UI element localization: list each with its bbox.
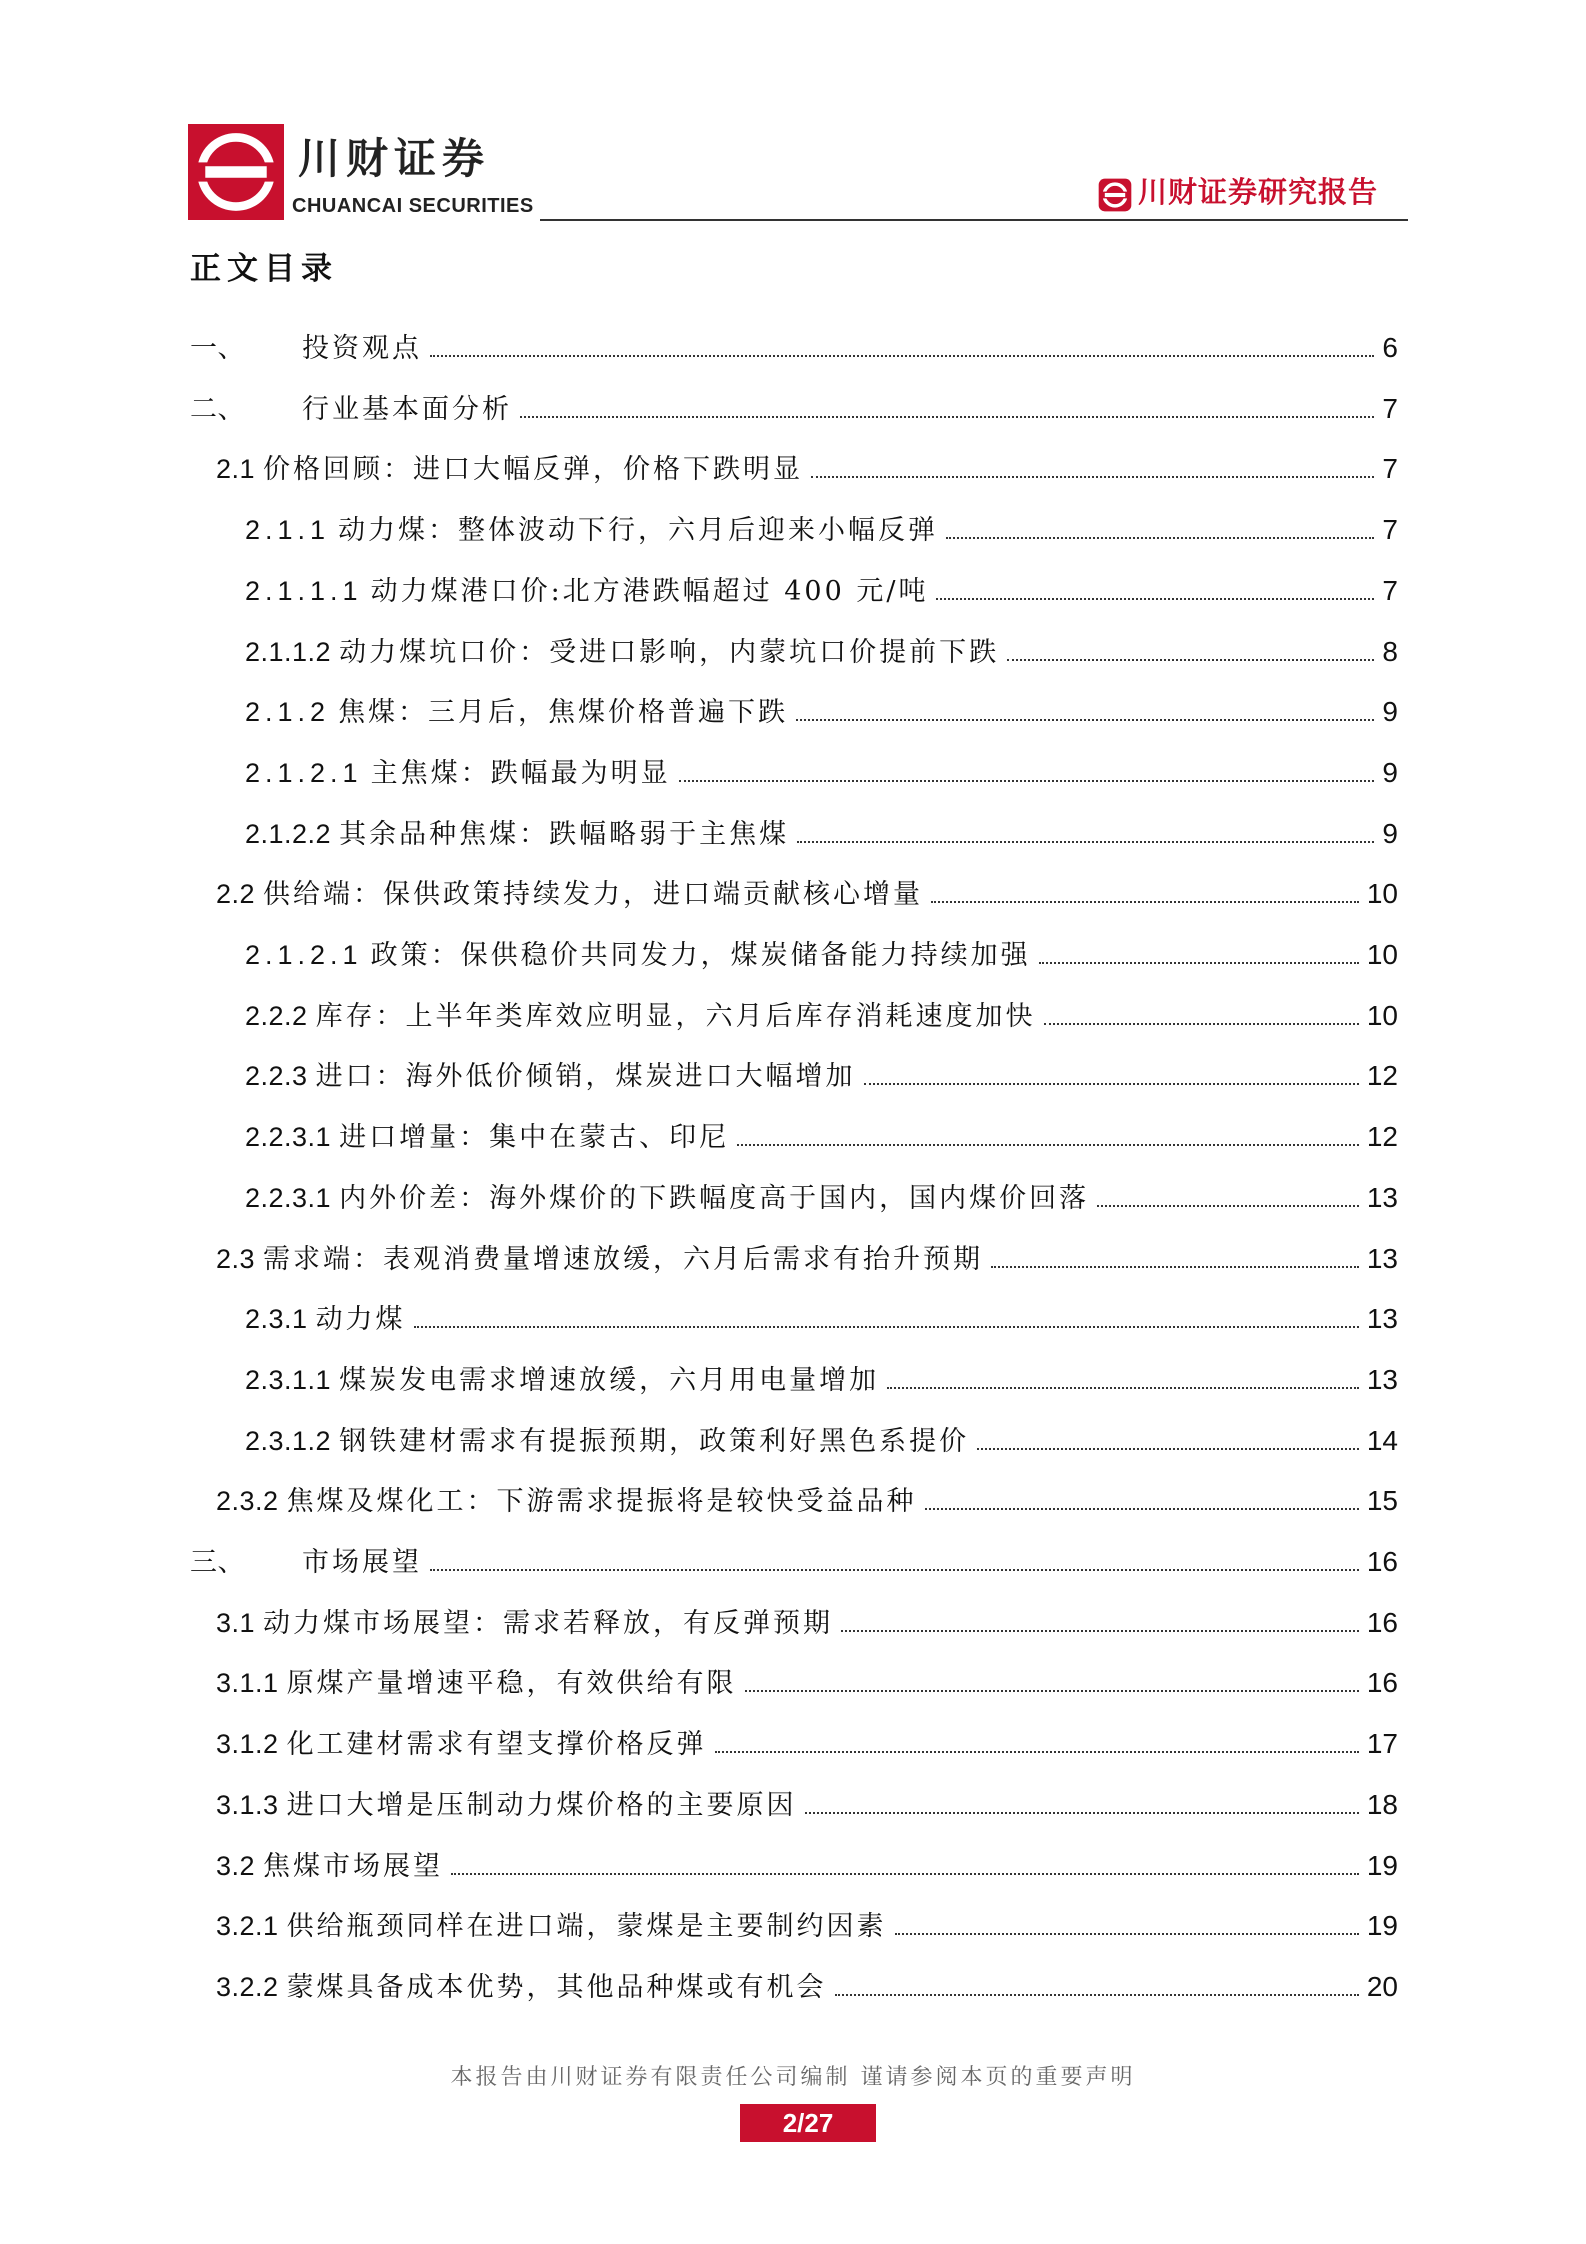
- toc-entry[interactable]: [245, 1357, 1398, 1403]
- toc-dot-leader: [1039, 962, 1359, 964]
- toc-entry[interactable]: [245, 811, 1398, 857]
- toc-dot-leader: [451, 1873, 1359, 1875]
- toc-entry-label: 动力煤: [315, 1304, 406, 1335]
- page-indicator: 2/27: [740, 2104, 876, 2142]
- toc-entry-number: 2.1.2.1: [245, 758, 363, 788]
- toc-entry-label: 动力煤坑口价：受进口影响，内蒙坑口价提前下跌: [339, 637, 1000, 668]
- report-title: 川财证券研究报告: [1138, 175, 1379, 209]
- toc-entry-label: 动力煤港口价:北方港跌幅超过 400 元/吨: [370, 576, 929, 607]
- toc-dot-leader: [936, 598, 1374, 600]
- toc-entry[interactable]: [216, 1782, 1398, 1828]
- toc-entry-label: 市场展望: [302, 1547, 422, 1578]
- toc-entry-label: 其余品种焦煤：跌幅略弱于主焦煤: [339, 819, 790, 850]
- toc-entry-page: 7: [1382, 575, 1398, 606]
- toc-entry-page: 20: [1366, 1971, 1398, 2002]
- toc-entry-page: 15: [1366, 1485, 1398, 1516]
- toc-entry-number: 三、: [190, 1547, 245, 1578]
- toc-entry-number: 3.2.2: [216, 1972, 279, 2002]
- toc-entry-label: 需求端：表观消费量增速放缓，六月后需求有抬升预期: [263, 1244, 984, 1275]
- toc-entry-number: 2.1: [216, 454, 256, 484]
- toc-entry[interactable]: [216, 1843, 1398, 1889]
- toc-entry-label: 供给端：保供政策持续发力，进口端贡献核心增量: [263, 879, 924, 910]
- toc-entry-label: 供给瓶颈同样在进口端，蒙煤是主要制约因素: [286, 1911, 887, 1942]
- toc-entry-number: 2.3.1: [245, 1304, 308, 1334]
- toc-entry-label: 动力煤：整体波动下行，六月后迎来小幅反弹: [338, 515, 939, 546]
- toc-dot-leader: [797, 841, 1374, 843]
- toc-entry-number: 2.1.2.2: [245, 819, 332, 849]
- toc-entry-label: 焦煤：三月后，焦煤价格普遍下跌: [338, 697, 789, 728]
- toc-entry[interactable]: [216, 871, 1398, 917]
- chuancai-logo-icon: [188, 124, 284, 220]
- toc-dot-leader: [715, 1751, 1359, 1753]
- toc-entry-page: 12: [1366, 1060, 1398, 1091]
- toc-entry-page: 13: [1366, 1303, 1398, 1334]
- toc-dot-leader: [805, 1812, 1359, 1814]
- toc-entry[interactable]: [245, 1175, 1398, 1221]
- toc-entry-number: 2.2.3.1: [245, 1183, 332, 1213]
- toc-entry-number: 2.1.1.2: [245, 637, 332, 667]
- toc-entry-number: 2.1.2: [245, 697, 331, 727]
- toc-entry-page: 7: [1382, 393, 1398, 424]
- toc-dot-leader: [679, 780, 1375, 782]
- toc-entry[interactable]: [245, 629, 1398, 675]
- toc-dot-leader: [1044, 1023, 1359, 1025]
- toc-entry-label: 进口：海外低价倾销，煤炭进口大幅增加: [315, 1061, 856, 1092]
- toc-entry-page: 12: [1366, 1121, 1398, 1152]
- toc-dot-leader: [841, 1630, 1359, 1632]
- toc-entry-page: 10: [1366, 1000, 1398, 1031]
- toc-entry-label: 库存：上半年类库效应明显，六月后库存消耗速度加快: [315, 1001, 1036, 1032]
- toc-entry-page: 9: [1382, 757, 1398, 788]
- brand-name-cn: 川财证券: [298, 134, 491, 183]
- toc-entry[interactable]: [245, 1418, 1398, 1464]
- toc-entry-page: 19: [1366, 1850, 1398, 1881]
- toc-entry[interactable]: [216, 1478, 1398, 1524]
- toc-entry-label: 化工建材需求有望支撑价格反弹: [286, 1729, 707, 1760]
- toc-entry-label: 焦煤及煤化工：下游需求提振将是较快受益品种: [286, 1486, 917, 1517]
- toc-entry-number: 2.2.3.1: [245, 1122, 332, 1152]
- toc-entry[interactable]: [190, 1539, 1398, 1585]
- toc-entry[interactable]: [190, 325, 1398, 371]
- toc-entry-label: 政策：保供稳价共同发力，煤炭储备能力持续加强: [370, 940, 1031, 971]
- toc-entry-page: 13: [1366, 1243, 1398, 1274]
- toc-entry[interactable]: [245, 993, 1398, 1039]
- toc-entry[interactable]: [245, 1053, 1398, 1099]
- toc-entry[interactable]: [245, 689, 1398, 735]
- toc-dot-leader: [1097, 1205, 1359, 1207]
- toc-entry-number: 2.3.2: [216, 1486, 279, 1516]
- toc-entry-page: 16: [1366, 1667, 1398, 1698]
- toc-entry-label: 投资观点: [302, 333, 422, 364]
- toc-entry-page: 7: [1382, 514, 1398, 545]
- toc-entry-page: 14: [1366, 1425, 1398, 1456]
- toc-entry-label: 主焦煤：跌幅最为明显: [370, 758, 671, 789]
- toc-entry-page: 18: [1366, 1789, 1398, 1820]
- toc-entry-page: 10: [1366, 878, 1398, 909]
- toc-dot-leader: [811, 476, 1374, 478]
- toc-entry-number: 2.3: [216, 1244, 256, 1274]
- toc-entry[interactable]: [216, 1236, 1398, 1282]
- toc-dot-leader: [737, 1144, 1359, 1146]
- toc-entry-number: 3.2: [216, 1851, 256, 1881]
- toc-entry-label: 进口增量：集中在蒙古、印尼: [339, 1122, 730, 1153]
- toc-entry-number: 3.1.3: [216, 1790, 279, 1820]
- toc-entry-page: 9: [1382, 696, 1398, 727]
- toc-dot-leader: [1007, 659, 1374, 661]
- toc-entry-label: 进口大增是压制动力煤价格的主要原因: [286, 1790, 797, 1821]
- brand-name-en: CHUANCAI SECURITIES: [292, 195, 534, 217]
- toc-entry[interactable]: [216, 1721, 1398, 1767]
- toc-entry-page: 6: [1382, 332, 1398, 363]
- toc-dot-leader: [745, 1690, 1359, 1692]
- toc-entry-page: 10: [1366, 939, 1398, 970]
- toc-dot-leader: [946, 537, 1374, 539]
- toc-dot-leader: [414, 1326, 1359, 1328]
- toc-dot-leader: [430, 355, 1374, 357]
- toc-dot-leader: [430, 1569, 1359, 1571]
- toc-dot-leader: [895, 1933, 1359, 1935]
- toc-entry-label: 价格回顾：进口大幅反弹，价格下跌明显: [263, 454, 804, 485]
- toc-entry-number: 2.1.1: [245, 515, 331, 545]
- toc-entry-page: 16: [1366, 1607, 1398, 1638]
- toc-dot-leader: [977, 1448, 1359, 1450]
- toc-entry-number: 2.1.1.1: [245, 576, 363, 606]
- toc-entry-label: 行业基本面分析: [302, 394, 512, 425]
- toc-entry[interactable]: [216, 1600, 1398, 1646]
- toc-entry-number: 2.3.1.2: [245, 1426, 332, 1456]
- toc-entry-label: 内外价差：海外煤价的下跌幅度高于国内，国内煤价回落: [339, 1183, 1090, 1214]
- toc-dot-leader: [925, 1508, 1359, 1510]
- toc-entry[interactable]: [216, 1660, 1398, 1706]
- toc-entry-page: 8: [1382, 636, 1398, 667]
- toc-entry-number: 二、: [190, 394, 245, 425]
- toc-entry[interactable]: [245, 750, 1398, 796]
- toc-entry-number: 2.3.1.1: [245, 1365, 332, 1395]
- toc-entry-number: 3.1: [216, 1608, 256, 1638]
- toc-entry-number: 2.2.2: [245, 1001, 308, 1031]
- toc-entry[interactable]: [190, 386, 1398, 432]
- toc-entry-page: 13: [1366, 1182, 1398, 1213]
- toc-entry-number: 2.2: [216, 879, 256, 909]
- toc-entry-number: 一、: [190, 333, 245, 364]
- toc-entry-page: 13: [1366, 1364, 1398, 1395]
- toc-title: 正文目录: [190, 251, 338, 287]
- toc-dot-leader: [887, 1387, 1359, 1389]
- toc-entry[interactable]: [216, 1964, 1398, 2010]
- toc-entry-number: 2.2.3: [245, 1061, 308, 1091]
- toc-entry-page: 9: [1382, 818, 1398, 849]
- toc-entry[interactable]: [245, 1296, 1398, 1342]
- toc-entry-number: 3.1.2: [216, 1729, 279, 1759]
- toc-entry[interactable]: [245, 568, 1398, 614]
- toc-entry-number: 3.1.1: [216, 1668, 279, 1698]
- toc-entry-page: 17: [1366, 1728, 1398, 1759]
- toc-entry[interactable]: [245, 1114, 1398, 1160]
- toc-entry-number: 3.2.1: [216, 1911, 279, 1941]
- toc-entry-label: 钢铁建材需求有提振预期，政策利好黑色系提价: [339, 1426, 970, 1457]
- toc-dot-leader: [864, 1083, 1359, 1085]
- toc-entry[interactable]: [216, 446, 1398, 492]
- toc-entry-label: 动力煤市场展望：需求若释放，有反弹预期: [263, 1608, 834, 1639]
- toc-dot-leader: [796, 719, 1374, 721]
- toc-entry[interactable]: [245, 932, 1398, 978]
- toc-entry-number: 2.1.2.1: [245, 940, 363, 970]
- toc-entry-label: 原煤产量增速平稳，有效供给有限: [286, 1668, 737, 1699]
- toc-entry[interactable]: [216, 1903, 1398, 1949]
- toc-entry-label: 蒙煤具备成本优势，其他品种煤或有机会: [286, 1972, 827, 2003]
- toc-entry-page: 16: [1366, 1546, 1398, 1577]
- toc-entry-page: 19: [1366, 1910, 1398, 1941]
- toc-entry-label: 煤炭发电需求增速放缓，六月用电量增加: [339, 1365, 880, 1396]
- toc-entry-label: 焦煤市场展望: [263, 1851, 444, 1882]
- toc-dot-leader: [520, 416, 1374, 418]
- toc-dot-leader: [835, 1994, 1359, 1996]
- toc-entry[interactable]: [245, 507, 1398, 553]
- report-logo-icon: [1098, 178, 1132, 212]
- footer-disclaimer: 本报告由川财证券有限责任公司编制 谨请参阅本页的重要声明: [450, 2065, 1136, 2090]
- toc-dot-leader: [931, 901, 1359, 903]
- header-divider: [540, 219, 1408, 221]
- toc-entry-page: 7: [1382, 453, 1398, 484]
- toc-dot-leader: [991, 1266, 1359, 1268]
